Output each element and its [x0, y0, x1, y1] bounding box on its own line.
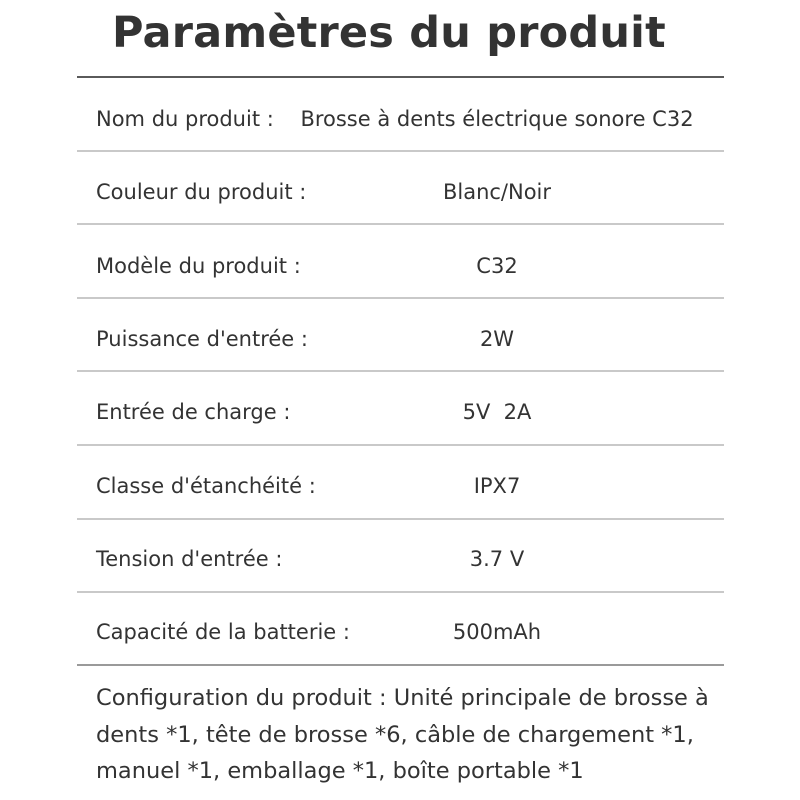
parameter-value: Brosse à dents électrique sonore C32	[300, 107, 694, 131]
parameter-label: Puissance d'entrée :	[96, 327, 308, 351]
row-divider	[77, 223, 724, 225]
row-divider	[77, 370, 724, 372]
parameter-label: Capacité de la batterie :	[96, 620, 350, 644]
title-divider	[77, 76, 724, 78]
parameter-label: Couleur du produit :	[96, 180, 307, 204]
parameter-value: IPX7	[473, 474, 521, 498]
product-configuration-text: Configuration du produit : Unité principale de brosse à dents *1, tête de brosse *6, câble de chargement *1, manuel *1, emballage *1, boîte portable *1	[96, 685, 709, 784]
parameter-label: Modèle du produit :	[96, 254, 301, 278]
parameter-value: 3.7 V	[469, 547, 525, 571]
parameter-label: Classe d'étanchéité :	[96, 474, 316, 498]
row-divider	[77, 591, 724, 593]
parameter-value: Blanc/Noir	[442, 180, 552, 204]
row-divider	[77, 518, 724, 520]
parameter-label: Tension d'entrée :	[96, 547, 283, 571]
page-title: Paramètres du produit	[112, 8, 666, 58]
parameter-label: Entrée de charge :	[96, 400, 291, 424]
row-divider	[77, 444, 724, 446]
parameter-value: 5V 2A	[462, 400, 532, 424]
row-divider	[77, 297, 724, 299]
parameter-value: 2W	[479, 327, 515, 351]
parameter-label: Nom du produit :	[96, 107, 274, 131]
table-bottom-divider	[77, 664, 724, 666]
row-divider	[77, 150, 724, 152]
parameter-value: C32	[476, 254, 518, 278]
parameter-value: 500mAh	[452, 620, 542, 644]
